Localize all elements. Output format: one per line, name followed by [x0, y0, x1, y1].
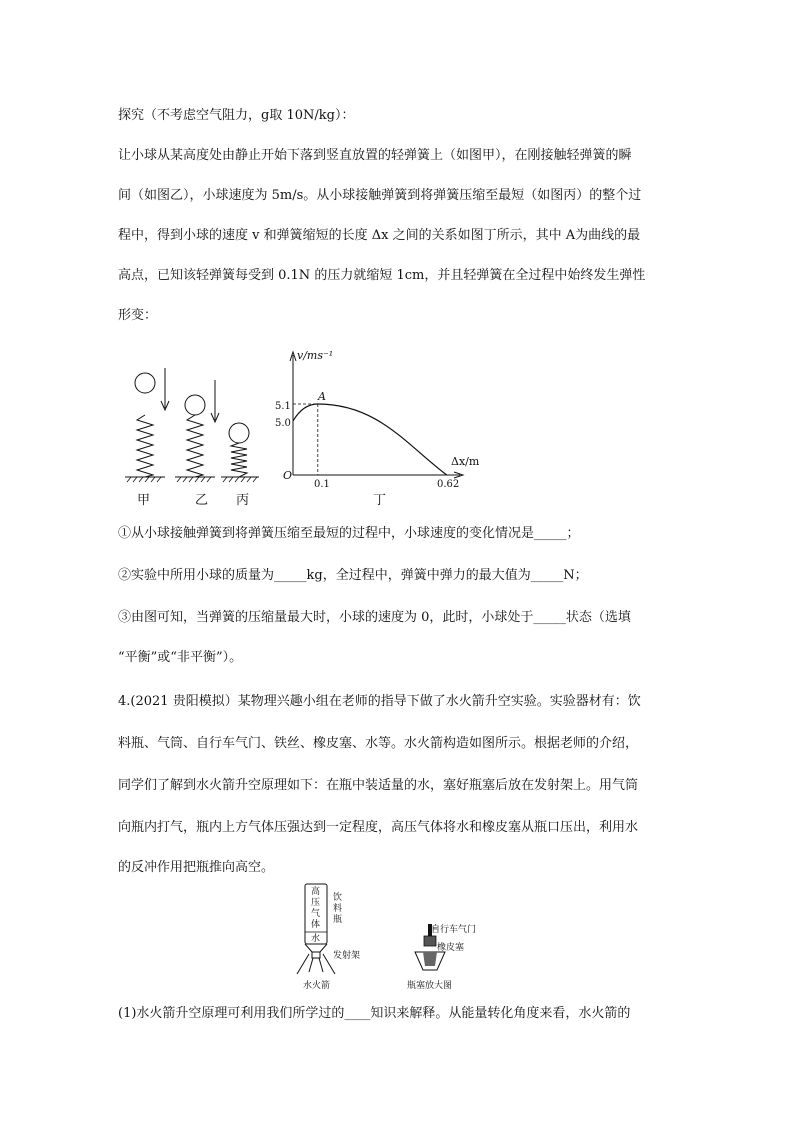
bottle-neck	[305, 944, 327, 952]
y-tick-5-1: 5.1	[275, 401, 291, 412]
description-line-5: 形变：	[118, 308, 158, 323]
bottle-text-1: 高	[311, 887, 321, 897]
problem-4-line-3: 同学们了解到水火箭升空原理如下：在瓶中装适量的水，塞好瓶塞后放在发射架上。用气筒	[118, 778, 639, 793]
rubber-plug	[423, 952, 437, 966]
bottle-label-3: 瓶	[333, 915, 343, 925]
ball-yi	[185, 395, 205, 415]
question-3-line-1: ③由图可知，当弹簧的压缩量最大时，小球的速度为 0，此时，小球处于_____状态（选填	[118, 610, 631, 625]
spring-figure	[115, 335, 480, 510]
bottle-text-4: 体	[311, 920, 321, 930]
caption-right: 瓶塞放大图	[407, 981, 453, 991]
bottle-text-3: 气	[311, 909, 321, 919]
ground-hatch-jia	[127, 477, 161, 482]
ground-hatch-yi	[177, 477, 211, 482]
description-line-1: 让小球从某高度处由静止开始下落到竖直放置的轻弹簧上（如图甲），在刚接触轻弹簧的瞬	[118, 148, 632, 163]
ball-jia	[135, 373, 155, 393]
plug-label: 橡皮塞	[437, 943, 465, 953]
launcher-stand	[297, 954, 335, 974]
velocity-graph	[275, 349, 480, 490]
problem-4-line-2: 料瓶、气筒、自行车气门、铁丝、橡皮塞、水等。水火箭构造如图所示。根据老师的介绍，	[118, 736, 639, 751]
bottle-label-1: 饮	[333, 893, 343, 903]
ball-bing	[229, 423, 249, 443]
label-bing: 丙	[236, 493, 250, 508]
problem-4-line-1: 4.(2021 贵阳模拟）某物理兴趣小组在老师的指导下做了水火箭升空实验。实验器材有：饮	[118, 694, 641, 709]
intro-text: 探究（不考虑空气阻力，g取 10N/kg）：	[118, 108, 355, 123]
description-line-2: 间（如图乙），小球速度为 5m/s。从小球接触弹簧到将弹簧压缩至最短（如图丙）的整个过	[118, 188, 642, 203]
ground-hatch-bing	[223, 477, 257, 482]
origin-label: O	[283, 469, 293, 482]
label-ding: 丁	[373, 493, 387, 508]
bottle-text-2: 压	[311, 898, 321, 908]
spring-bing	[231, 443, 247, 477]
problem-4-line-5: 的反冲作用把瓶推向高空。	[118, 860, 275, 875]
water-text: 水	[311, 934, 321, 944]
velocity-curve	[293, 404, 447, 475]
bottle-label-2: 料	[333, 904, 343, 914]
question-4-1: (1)水火箭升空原理可利用我们所学过的____知识来解释。从能量转化角度来看，水火箭的	[118, 1006, 631, 1021]
x-tick-0-1: 0.1	[314, 479, 330, 490]
x-axis-label: Δx/m	[451, 455, 480, 468]
caption-left: 水火箭	[303, 981, 331, 991]
valve-collar	[424, 936, 436, 946]
problem-4-line-4: 向瓶内打气，瓶内上方气体压强达到一定程度，高压气体将水和橡皮塞从瓶口压出，利用水	[118, 820, 639, 835]
x-tick-0-62: 0.62	[437, 479, 460, 490]
label-yi: 乙	[195, 493, 209, 508]
label-jia: 甲	[137, 493, 151, 508]
y-tick-5-0: 5.0	[275, 418, 291, 429]
water-rocket-figure	[285, 880, 525, 995]
launcher-label: 发射架	[333, 951, 361, 961]
spring-jia	[137, 415, 153, 477]
nozzle	[312, 952, 320, 958]
question-3-line-2: “平衡”或“非平衡”）。	[118, 650, 243, 665]
question-2: ②实验中所用小球的质量为_____kg，全过程中，弹簧中弹力的最大值为_____N；	[118, 568, 588, 583]
y-axis-label: v/ms⁻¹	[297, 349, 334, 362]
question-1: ①从小球接触弹簧到将弹簧压缩至最短的过程中，小球速度的变化情况是_____；	[118, 526, 580, 541]
valve-label: 自行车气门	[431, 925, 477, 935]
spring-yi	[187, 415, 203, 477]
description-line-4: 高点，已知该轻弹簧每受到 0.1N 的压力就缩短 1cm，并且轻弹簧在全过程中始终发生弹性	[118, 268, 646, 283]
peak-label: A	[318, 390, 326, 403]
description-line-3: 程中，得到小球的速度 v 和弹簧缩短的长度 Δx 之间的关系如图丁所示，其中 A为曲线的最	[118, 228, 641, 243]
